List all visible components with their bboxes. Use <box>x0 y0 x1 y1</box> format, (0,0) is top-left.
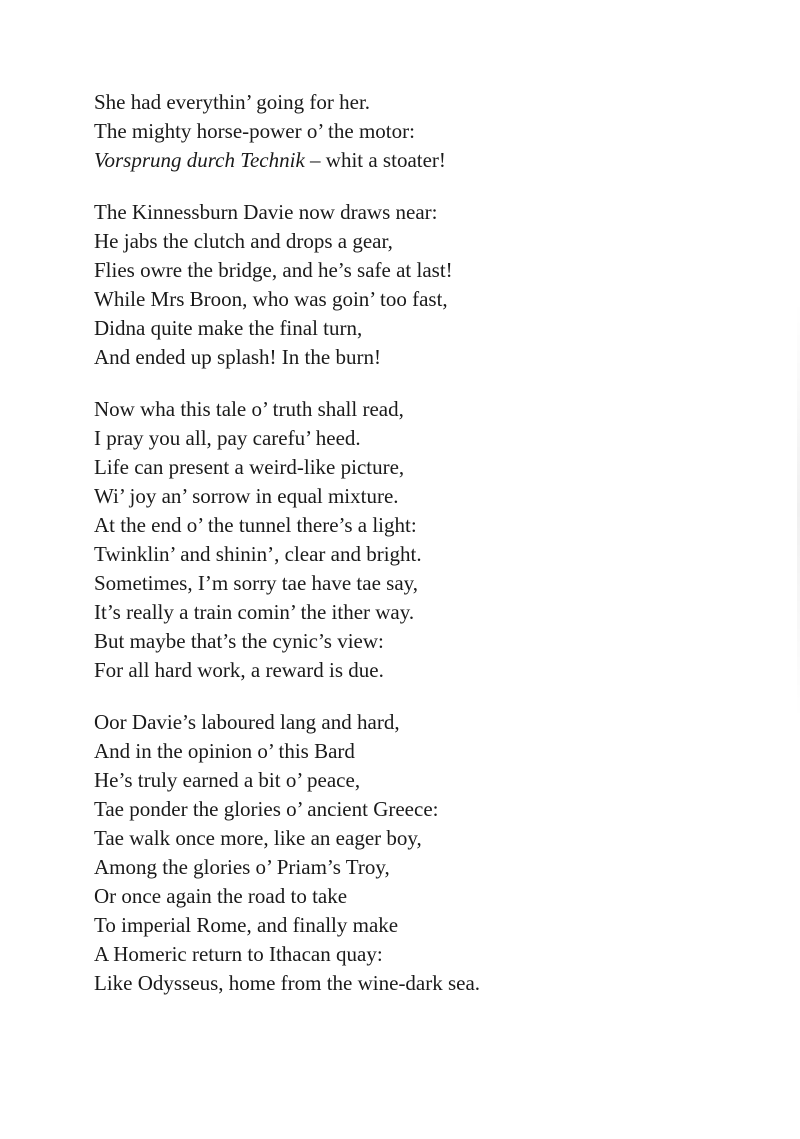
poem-line: Like Odysseus, home from the wine-dark sea. <box>94 971 481 995</box>
poem-line: Twinklin’ and shinin’, clear and bright. <box>94 542 422 566</box>
poem-line: At the end o’ the tunnel there’s a light: <box>94 513 417 537</box>
poem-line: She had everythin’ going for her. <box>94 90 371 114</box>
poem-line: Now wha this tale o’ truth shall read, <box>94 397 404 421</box>
poem-line: It’s really a train comin’ the ither way. <box>94 600 415 624</box>
poem-line: The mighty horse-power o’ the motor: <box>94 119 415 143</box>
poem-line: Sometimes, I’m sorry tae have tae say, <box>94 571 419 595</box>
poem-line: The Kinnessburn Davie now draws near: <box>94 200 438 224</box>
poem-line: Oor Davie’s laboured lang and hard, <box>94 710 400 734</box>
poem-line: But maybe that’s the cynic’s view: <box>94 629 384 653</box>
poem-line: Didna quite make the final turn, <box>94 316 363 340</box>
poem-line: Or once again the road to take <box>94 884 348 908</box>
poem-line <box>94 146 714 175</box>
poem-line: A Homeric return to Ithacan quay: <box>94 942 383 966</box>
poem-line: He jabs the clutch and drops a gear, <box>94 229 393 253</box>
poem-line: For all hard work, a reward is due. <box>94 658 384 682</box>
poem-line: He’s truly earned a bit o’ peace, <box>94 768 361 792</box>
poem-line: Tae walk once more, like an eager boy, <box>94 826 422 850</box>
poem-line-remainder: – whit a stoater! <box>304 148 446 172</box>
poem-stanza <box>94 88 714 175</box>
poem-line: Life can present a weird-like picture, <box>94 455 405 479</box>
poem-stanza <box>94 395 714 685</box>
poem-line: And ended up splash! In the burn! <box>94 345 381 369</box>
poem-stanza <box>94 198 714 372</box>
poem-line: Flies owre the bridge, and he’s safe at last! <box>94 258 453 282</box>
poem-line: Tae ponder the glories o’ ancient Greece: <box>94 797 439 821</box>
poem-line: To imperial Rome, and finally make <box>94 913 399 937</box>
poem-line-italic-phrase: Vorsprung durch Technik <box>94 148 305 172</box>
poem-line: While Mrs Broon, who was goin’ too fast, <box>94 287 448 311</box>
poem-stanza <box>94 708 714 998</box>
poem-body <box>94 88 714 1021</box>
poem-line: Wi’ joy an’ sorrow in equal mixture. <box>94 484 399 508</box>
poem-line: I pray you all, pay carefu’ heed. <box>94 426 361 450</box>
poem-line: And in the opinion o’ this Bard <box>94 739 355 763</box>
poem-line: Among the glories o’ Priam’s Troy, <box>94 855 390 879</box>
